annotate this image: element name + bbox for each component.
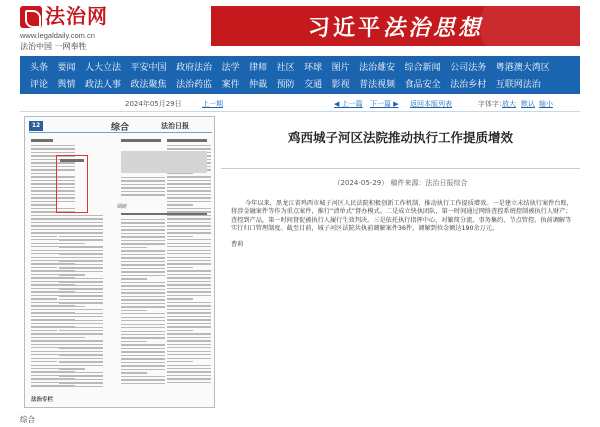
paper-text-line xyxy=(59,260,103,261)
paper-text-line xyxy=(167,277,211,278)
paper-text-line xyxy=(121,226,165,227)
paper-text-line xyxy=(121,289,165,290)
paper-text-line xyxy=(59,295,103,296)
paper-text-line xyxy=(167,204,193,205)
paper-text-line xyxy=(121,229,165,230)
paper-text-line xyxy=(121,313,165,314)
paper-headline xyxy=(121,213,207,215)
paper-text-line xyxy=(59,330,103,331)
paper-text-line xyxy=(121,383,165,384)
paper-text-line xyxy=(121,261,165,262)
paper-text-line xyxy=(121,324,165,325)
paper-text-line xyxy=(121,355,165,356)
paper-text-line xyxy=(167,229,211,230)
paper-text-line xyxy=(121,268,165,269)
paper-text-line xyxy=(121,278,147,279)
paper-text-line xyxy=(167,382,211,383)
page-section: 综合 xyxy=(111,123,130,133)
paper-text-line xyxy=(167,197,211,198)
paper-text-line xyxy=(167,246,211,247)
paper-text-line xyxy=(59,309,103,310)
nav-item[interactable]: 综合新闻 xyxy=(404,63,441,73)
paper-text-line xyxy=(167,326,211,327)
paper-text-line xyxy=(31,152,75,153)
font-small-link[interactable]: 缩小 xyxy=(539,100,553,108)
logo-name: 法治网 xyxy=(45,4,108,28)
paper-text-line xyxy=(59,375,103,376)
paper-text-line xyxy=(167,260,211,261)
article-panel xyxy=(221,116,580,416)
nav-item[interactable]: 法治药监 xyxy=(176,80,213,90)
paper-text-column xyxy=(121,177,165,198)
paper-text-line xyxy=(59,215,103,216)
paper-text-line xyxy=(167,267,193,268)
paper-text-line xyxy=(121,219,165,220)
paper-text-line xyxy=(59,327,103,328)
paper-text-column xyxy=(167,145,211,385)
paper-text-line xyxy=(121,296,165,297)
paper-text-line xyxy=(31,267,57,268)
paper-text-line xyxy=(167,190,211,191)
nav-item[interactable]: 法治乡村 xyxy=(450,80,487,90)
paper-text-line xyxy=(59,365,103,366)
paper-mid-title: 调研 xyxy=(117,204,128,210)
banner-title xyxy=(308,11,483,42)
paper-text-line xyxy=(121,194,165,195)
paper-text-line xyxy=(167,239,211,240)
paper-text-line xyxy=(121,177,165,178)
paper-text-line xyxy=(59,368,85,369)
paper-text-line xyxy=(31,148,75,149)
paper-image-block xyxy=(121,151,207,173)
paper-text-line xyxy=(167,194,211,195)
paper-text-line xyxy=(59,271,103,272)
paper-text-line xyxy=(59,337,85,338)
nav-item[interactable]: 公司法务 xyxy=(450,63,487,73)
paper-text-line xyxy=(59,302,103,303)
paper-text-line xyxy=(121,372,147,373)
paper-text-line xyxy=(121,341,147,342)
article-body: 今年以来，黑龙江省鸡西市城子河区人民法院积极创新工作机制，推动执行工作提质增效。一是建立未结执行案件台账，将涉金融案件等作为重点案件，推行“清单式”督办模式。二是成立快执团队，第一时间通过网络查控系统控制被执行人财产；查控到产品，第一时间督促被执行人履行生效判决。三是依托执行指挥中心，对繁简分流、事务集约、节点管控、执前调解等实行归口管理制度。截至目前，城子河区法院共执前调解案件36件，调解到位金额达190余万元。 xyxy=(231,200,573,233)
paper-text-line xyxy=(59,288,103,289)
paper-text-line xyxy=(167,148,211,149)
paper-text-line xyxy=(167,368,211,369)
paper-text-line xyxy=(59,236,103,237)
nav-item[interactable]: 普法视频 xyxy=(359,80,396,90)
paper-text-line xyxy=(59,225,103,226)
nav-item[interactable]: 要闻 xyxy=(57,63,76,73)
font-size-label: 字体字： xyxy=(478,100,506,108)
paper-text-line xyxy=(167,319,211,320)
prev-article-link[interactable]: ◀ 上一篇 xyxy=(334,100,363,108)
paper-text-line xyxy=(167,358,211,359)
paper-text-line xyxy=(121,264,165,265)
paper-text-line xyxy=(59,344,103,345)
paper-text-line xyxy=(167,284,211,285)
paper-text-line xyxy=(167,354,211,355)
nav-row-2 xyxy=(30,75,580,92)
paper-text-line xyxy=(59,253,103,254)
paper-text-line xyxy=(121,348,165,349)
paper-text-line xyxy=(59,222,103,223)
paper-text-line xyxy=(59,333,103,334)
paper-text-line xyxy=(31,330,57,331)
paper-text-line xyxy=(167,365,211,366)
paper-text-line xyxy=(121,233,165,234)
nav-item[interactable]: 政法人事 xyxy=(85,80,122,90)
nav-item[interactable]: 评论 xyxy=(30,80,49,90)
paper-text-line xyxy=(121,379,165,380)
paper-text-line xyxy=(121,369,165,370)
paper-text-line xyxy=(59,320,103,321)
banner-title-accent: 法治思想 xyxy=(383,14,484,41)
paper-text-line xyxy=(59,232,103,233)
paper-text-line xyxy=(167,291,211,292)
prev-issue-link[interactable]: 上一期 xyxy=(202,100,223,108)
paper-text-line xyxy=(121,275,165,276)
paper-text-line xyxy=(167,183,211,184)
nav-item[interactable]: 法治雄安 xyxy=(359,63,396,73)
paper-text-line xyxy=(121,344,165,345)
paper-masthead: 法治日报 xyxy=(161,122,189,130)
paper-text-line xyxy=(167,176,211,177)
paper-text-line xyxy=(121,191,165,192)
nav-item[interactable]: 政法聚焦 xyxy=(130,80,167,90)
paper-text-line xyxy=(59,379,103,380)
paper-text-line xyxy=(167,236,193,237)
paper-text-line xyxy=(167,243,211,244)
paper-text-line xyxy=(59,243,85,244)
paper-text-line xyxy=(121,257,165,258)
paper-text-line xyxy=(59,267,103,268)
paper-text-line xyxy=(121,222,165,223)
paper-text-line xyxy=(121,303,165,304)
paper-text-line xyxy=(121,282,165,283)
current-article-highlight[interactable] xyxy=(56,155,88,213)
paper-text-line xyxy=(121,358,165,359)
paper-text-line xyxy=(59,358,103,359)
nav-item[interactable]: 法学 xyxy=(221,63,240,73)
back-to-list-link[interactable]: 返回本版列表 xyxy=(410,100,452,108)
paper-text-line xyxy=(167,263,211,264)
nav-item[interactable]: 食品安全 xyxy=(404,80,441,90)
logo-domain: www.legaldaily.com.cn xyxy=(20,31,95,40)
paper-text-line xyxy=(59,323,103,324)
nav-item[interactable]: 互联网法治 xyxy=(495,80,541,90)
paper-text-line xyxy=(59,285,103,286)
paper-text-line xyxy=(167,337,211,338)
nav-item[interactable]: 舆情 xyxy=(57,80,76,90)
nav-item[interactable]: 交通 xyxy=(304,80,323,90)
paper-text-line xyxy=(167,361,193,362)
paper-header xyxy=(29,120,212,133)
issue-toolbar xyxy=(20,99,580,111)
paper-headline xyxy=(121,139,161,142)
paper-text-line xyxy=(121,247,147,248)
paper-text-line xyxy=(59,306,85,307)
paper-text-line xyxy=(121,351,165,352)
nav-item[interactable]: 图片 xyxy=(331,63,350,73)
paper-text-line xyxy=(59,313,103,314)
paper-text-line xyxy=(167,145,211,146)
paper-text-line xyxy=(167,330,193,331)
paper-text-line xyxy=(59,299,103,300)
nav-item[interactable]: 仲裁 xyxy=(249,80,268,90)
paper-text-line xyxy=(59,351,103,352)
paper-text-line xyxy=(121,184,165,185)
paper-text-line xyxy=(59,347,103,348)
paper-text-line xyxy=(59,218,103,219)
paper-text-line xyxy=(167,333,211,334)
nav-item[interactable]: 预防 xyxy=(276,80,295,90)
logo-slogan: 法治中国 一网奉牲 xyxy=(20,42,87,51)
nav-item[interactable]: 粤港澳大湾区 xyxy=(495,63,550,73)
paper-text-line xyxy=(167,309,211,310)
paper-text-line xyxy=(121,331,165,332)
nav-item[interactable]: 环球 xyxy=(304,63,323,73)
paper-text-line xyxy=(167,232,211,233)
nav-row-1 xyxy=(30,58,580,75)
paper-text-line xyxy=(59,386,103,387)
paper-text-line xyxy=(121,320,165,321)
paper-text-line xyxy=(59,292,103,293)
paper-text-line xyxy=(167,274,211,275)
paper-text-line xyxy=(59,264,103,265)
paper-text-line xyxy=(121,180,165,181)
paper-text-line xyxy=(167,316,211,317)
issue-date: 2024年05月29日 xyxy=(125,100,182,108)
paper-text-line xyxy=(167,312,211,313)
paper-text-line xyxy=(59,361,103,362)
paper-text-line xyxy=(167,281,211,282)
paper-text-line xyxy=(121,362,165,363)
paper-text-line xyxy=(59,250,103,251)
paper-text-line xyxy=(121,306,165,307)
paper-text-line xyxy=(167,378,211,379)
nav-item[interactable]: 人大立法 xyxy=(85,63,122,73)
next-article-link[interactable]: 下一篇 ▶ xyxy=(370,100,399,108)
paper-text-line xyxy=(167,298,193,299)
paper-text-line xyxy=(59,274,85,275)
paper-text-line xyxy=(121,299,165,300)
paper-headline xyxy=(31,139,53,142)
main-nav xyxy=(20,56,580,94)
paper-text-line xyxy=(167,218,211,219)
article-author: 曹莉 xyxy=(231,241,244,248)
paper-text-line xyxy=(59,229,103,230)
paper-text-line xyxy=(167,295,211,296)
paper-text-line xyxy=(167,257,211,258)
paper-text-line xyxy=(121,365,165,366)
font-default-link[interactable]: 默认 xyxy=(521,100,535,108)
paper-text-line xyxy=(167,201,211,202)
paper-text-line xyxy=(59,281,103,282)
paper-text-line xyxy=(59,239,103,240)
nav-item[interactable]: 头条 xyxy=(30,63,49,73)
paper-text-line xyxy=(167,180,211,181)
paper-text-column xyxy=(59,215,103,389)
paper-text-line xyxy=(121,376,165,377)
paper-text-line xyxy=(59,278,103,279)
paper-text-line xyxy=(121,254,165,255)
paper-text-line xyxy=(167,173,193,174)
nav-item[interactable]: 律师 xyxy=(249,63,268,73)
logo-mark-icon xyxy=(20,6,42,28)
newspaper-page-thumbnail[interactable] xyxy=(24,116,215,408)
paper-text-line xyxy=(167,288,211,289)
page-caption: 综合 xyxy=(20,415,35,424)
site-logo[interactable] xyxy=(20,4,110,50)
paper-text-line xyxy=(31,298,57,299)
paper-text-line xyxy=(121,285,165,286)
paper-text-line xyxy=(121,236,165,237)
toolbar-divider xyxy=(20,111,580,112)
paper-text-line xyxy=(31,204,57,205)
paper-text-line xyxy=(167,208,211,209)
nav-item[interactable]: 平安中国 xyxy=(130,63,167,73)
paper-text-line xyxy=(31,361,57,362)
paper-text-column xyxy=(121,219,165,386)
paper-text-line xyxy=(121,250,165,251)
paper-text-line xyxy=(167,305,211,306)
paper-text-line xyxy=(31,236,57,237)
paper-text-line xyxy=(121,327,165,328)
nav-item[interactable]: 案件 xyxy=(221,80,240,90)
nav-item[interactable]: 政府法治 xyxy=(176,63,213,73)
paper-text-line xyxy=(167,253,211,254)
paper-text-line xyxy=(59,340,103,341)
paper-text-line xyxy=(167,344,211,345)
paper-text-line xyxy=(167,323,211,324)
paper-text-line xyxy=(167,375,211,376)
font-large-link[interactable]: 放大 xyxy=(502,100,516,108)
nav-item[interactable]: 影视 xyxy=(331,80,350,90)
paper-text-line xyxy=(59,246,103,247)
paper-text-line xyxy=(59,372,103,373)
nav-item[interactable]: 社区 xyxy=(276,63,295,73)
paper-text-line xyxy=(167,270,211,271)
paper-text-line xyxy=(59,354,103,355)
title-divider xyxy=(221,168,580,169)
paper-text-line xyxy=(121,187,165,188)
site-header xyxy=(20,0,580,54)
paper-text-line xyxy=(121,337,165,338)
paper-text-line xyxy=(167,250,211,251)
article-meta: （2024-05-29） 稿件来源：法治日报综合 xyxy=(333,179,468,187)
paper-text-line xyxy=(167,187,211,188)
page-number: 12 xyxy=(29,121,43,131)
paper-text-line xyxy=(121,310,147,311)
paper-headline xyxy=(167,139,207,142)
paper-text-line xyxy=(167,222,211,223)
paper-text-line xyxy=(59,257,103,258)
paper-text-line xyxy=(121,240,165,241)
paper-text-line xyxy=(167,225,211,226)
thought-banner[interactable] xyxy=(211,6,580,46)
article-title: 鸡西城子河区法院推动执行工作提质增效 xyxy=(287,130,513,145)
paper-text-line xyxy=(121,292,165,293)
paper-text-line xyxy=(167,347,211,348)
banner-title-name: 习近平 xyxy=(307,14,383,41)
paper-text-line xyxy=(31,173,57,174)
paper-text-line xyxy=(31,145,75,146)
paper-text-line xyxy=(59,382,103,383)
paper-text-line xyxy=(121,243,165,244)
paper-bottom-label: 法治专栏 xyxy=(31,397,54,403)
paper-text-line xyxy=(121,334,165,335)
paper-text-line xyxy=(167,340,211,341)
paper-text-line xyxy=(167,351,211,352)
paper-text-line xyxy=(59,316,103,317)
paper-text-line xyxy=(167,302,211,303)
paper-text-line xyxy=(121,271,165,272)
paper-text-line xyxy=(121,317,165,318)
paper-text-line xyxy=(167,371,211,372)
